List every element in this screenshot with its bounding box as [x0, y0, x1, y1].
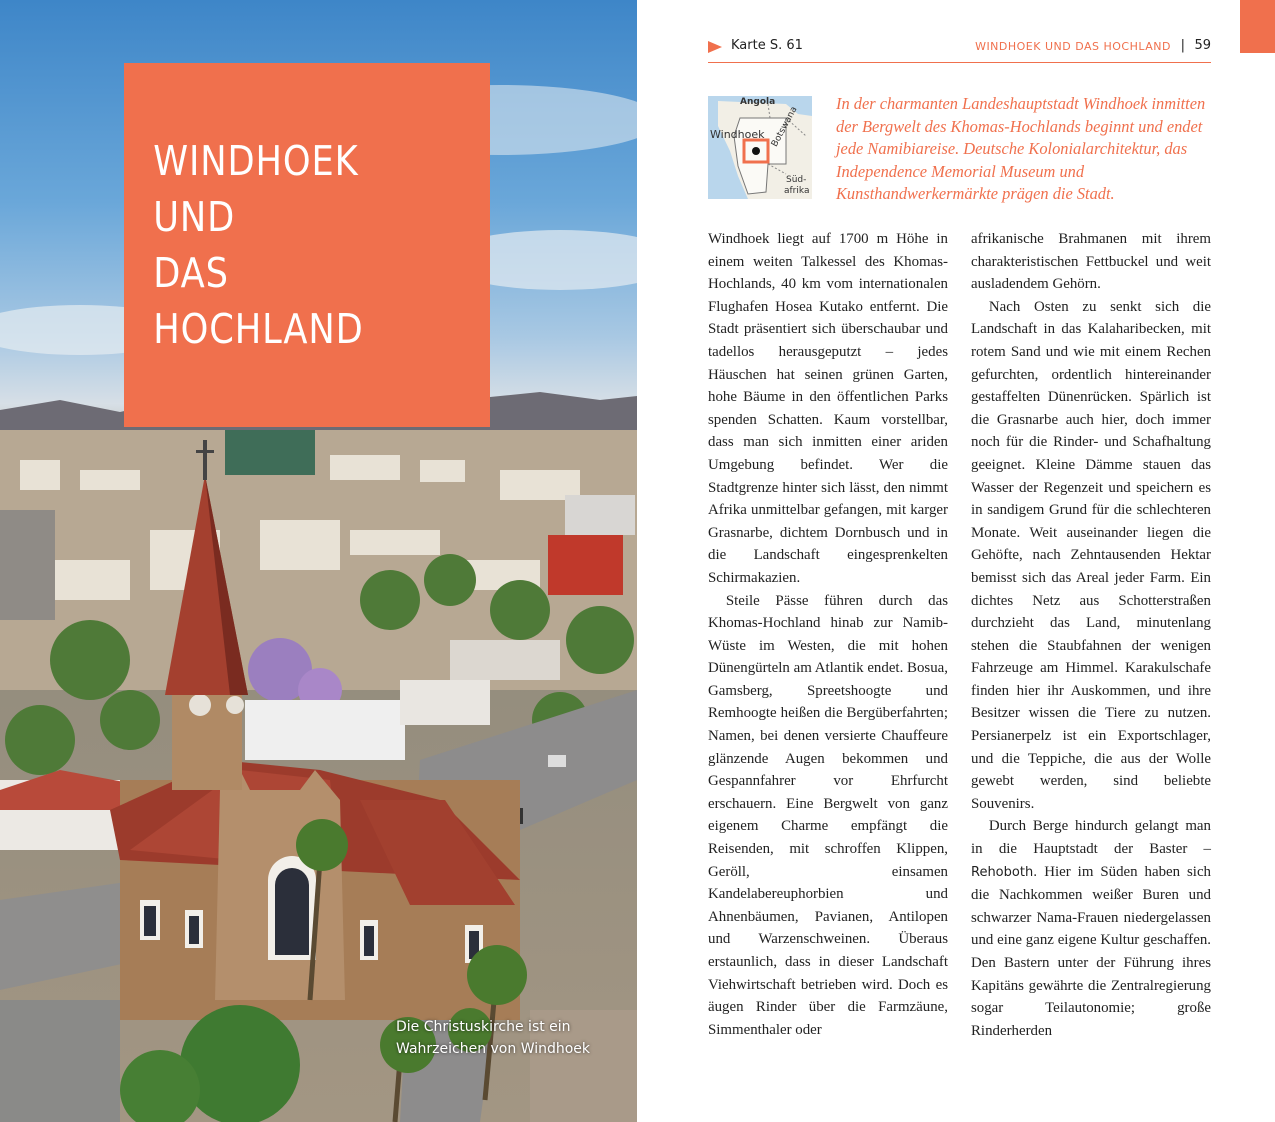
- place-name-rehoboth: Rehoboth.: [971, 864, 1038, 880]
- chapter-title-box: [124, 63, 490, 427]
- page-number: 59: [1194, 38, 1211, 53]
- header-separator: |: [1180, 38, 1185, 53]
- map-label-windhoek: Windhoek: [710, 128, 765, 141]
- running-chapter-title: WINDHOEK UND DAS HOCHLAND: [975, 40, 1171, 53]
- map-reference[interactable]: Karte S. 61: [731, 38, 803, 53]
- map-label-afrika: afrika: [784, 186, 810, 196]
- text-column-2: [971, 228, 1211, 1042]
- arrow-right-icon: [708, 41, 722, 53]
- corner-tab: [1240, 0, 1275, 53]
- cover-photo: [0, 0, 637, 1122]
- paragraph-text: Durch Berge hindurch gelangt man in die Hauptstadt der Baster –: [971, 818, 1211, 858]
- chapter-title-line-2: DAS HOCHLAND: [153, 249, 364, 353]
- map-label-angola: Angola: [740, 97, 776, 107]
- photo-caption-line-1: Die Christuskirche ist ein: [396, 1019, 571, 1035]
- paragraph: Steile Pässe führen durch das Khomas-Hochland hinab zur Namib-Wüste im Westen, die mit hohen Dünengürteln am Atlantik endet. Bosua, Gamsberg, Spreetshoogte und Remhoogte heißen die Bergüberfahrten; Namen, bei denen versierte Chauffeure glänzende Augen bekommen und Gespannfahrer vor Ehrfurcht erschauern. Eine Bergwelt von ganz eigenem Charme empfängt die Reisenden, mit schroffen Klippen, Geröll, einsamen Kandelabereuphorbien und Ahnenbäumen, Pavianen, Antilopen und Warzenschweinen. Überaus erstaunlich, dass in dieser Landschaft Viehwirtschaft betrieben wird. Doch es äugen Rinder über die Farmzäune, Simmenthaler oder: [708, 592, 948, 1038]
- chapter-title-line-1: WINDHOEK UND: [153, 137, 359, 241]
- photo-caption-line-2: Wahrzeichen von Windhoek: [396, 1041, 591, 1057]
- paragraph-rehoboth: [971, 815, 1211, 1042]
- chapter-intro: In der charmanten Landeshauptstadt Windhoek inmitten der Bergwelt des Khomas-Hochlands beginnt und endet jede Namibiareise. Deutsche Kolonialarchitektur, das Independence Memorial Museum und Kunsthandwerkermärkte prägen die Stadt.: [836, 94, 1206, 204]
- map-label-botswana: Botswana: [770, 105, 800, 149]
- photo-caption: [396, 1016, 626, 1060]
- paragraph: Windhoek liegt auf 1700 m Höhe in einem weiten Talkessel des Khomas-Hochlands, 40 km vom internationalen Flughafen Hosea Kutako entfernt. Die Stadt präsentiert sich überschaubar und tadellos herausgeputzt – jedes Häuschen hat seinen grünen Garten, hohe Bäume in den öffentlichen Parks spenden Schatten. Kaum vorstellbar, dass man sich inmitten einer ariden Umgebung befindet. Wer die Stadtgrenze hinter sich lässt, den nimmt Afrika unmittelbar gefangen, mit karger Grasnarbe, dichtem Dornbusch und in die Landschaft eingesprenkelten Schirmakazien.: [708, 231, 948, 586]
- text-column-1: [708, 228, 948, 1041]
- map-label-sued: Süd-: [786, 175, 807, 185]
- running-header: [708, 36, 1211, 64]
- paragraph: Nach Osten zu senkt sich die Landschaft in das Kalaharibecken, mit rotem Sand und wie mit einem Rechen gefurchten, ordentlich hintereinander gestaffelten Dünenrücken. Spärlich ist die Grasnarbe auch hier, doch immer noch für die Rinder- und Schafhaltung geeignet. Kleine Dämme stauen das Wasser der Regenzeit und speichern es in sandigem Grund für die schlechteren Monate. Weit auseinander liegen die Gehöfte, nach Zehntausenden Hektar bemisst sich das Areal jeder Farm. Ein dichtes Netz aus Schotterstraßen durchzieht das Land, minutenlang stehen die Staubfahnen der wenigen Fahrzeuge am Himmel. Karakulschafe finden hier ihr Auskommen, und ihre Besitzer wissen die Tiere zu nutzen. Persianerpelz ist ein Exportschlager, und die Teppiche, die aus der Wolle gewebt werden, sind beliebte Souvenirs.: [971, 298, 1211, 812]
- locator-map: [708, 96, 812, 199]
- header-rule: [708, 62, 1211, 63]
- paragraph: afrikanische Brahmanen mit ihrem charakteristischen Fettbuckel und weit ausladendem Gehörn.: [971, 231, 1211, 293]
- paragraph-text: Hier im Süden haben sich die Nachkommen weißer Buren und schwarzer Nama-Frauen niedergelassen und eine ganz eigene Kultur geschaffen. Den Bastern unter der Führung ihres Kapitäns gewährte die Zentralregierung sogar Teilautonomie; große Rinderherden: [971, 863, 1211, 1039]
